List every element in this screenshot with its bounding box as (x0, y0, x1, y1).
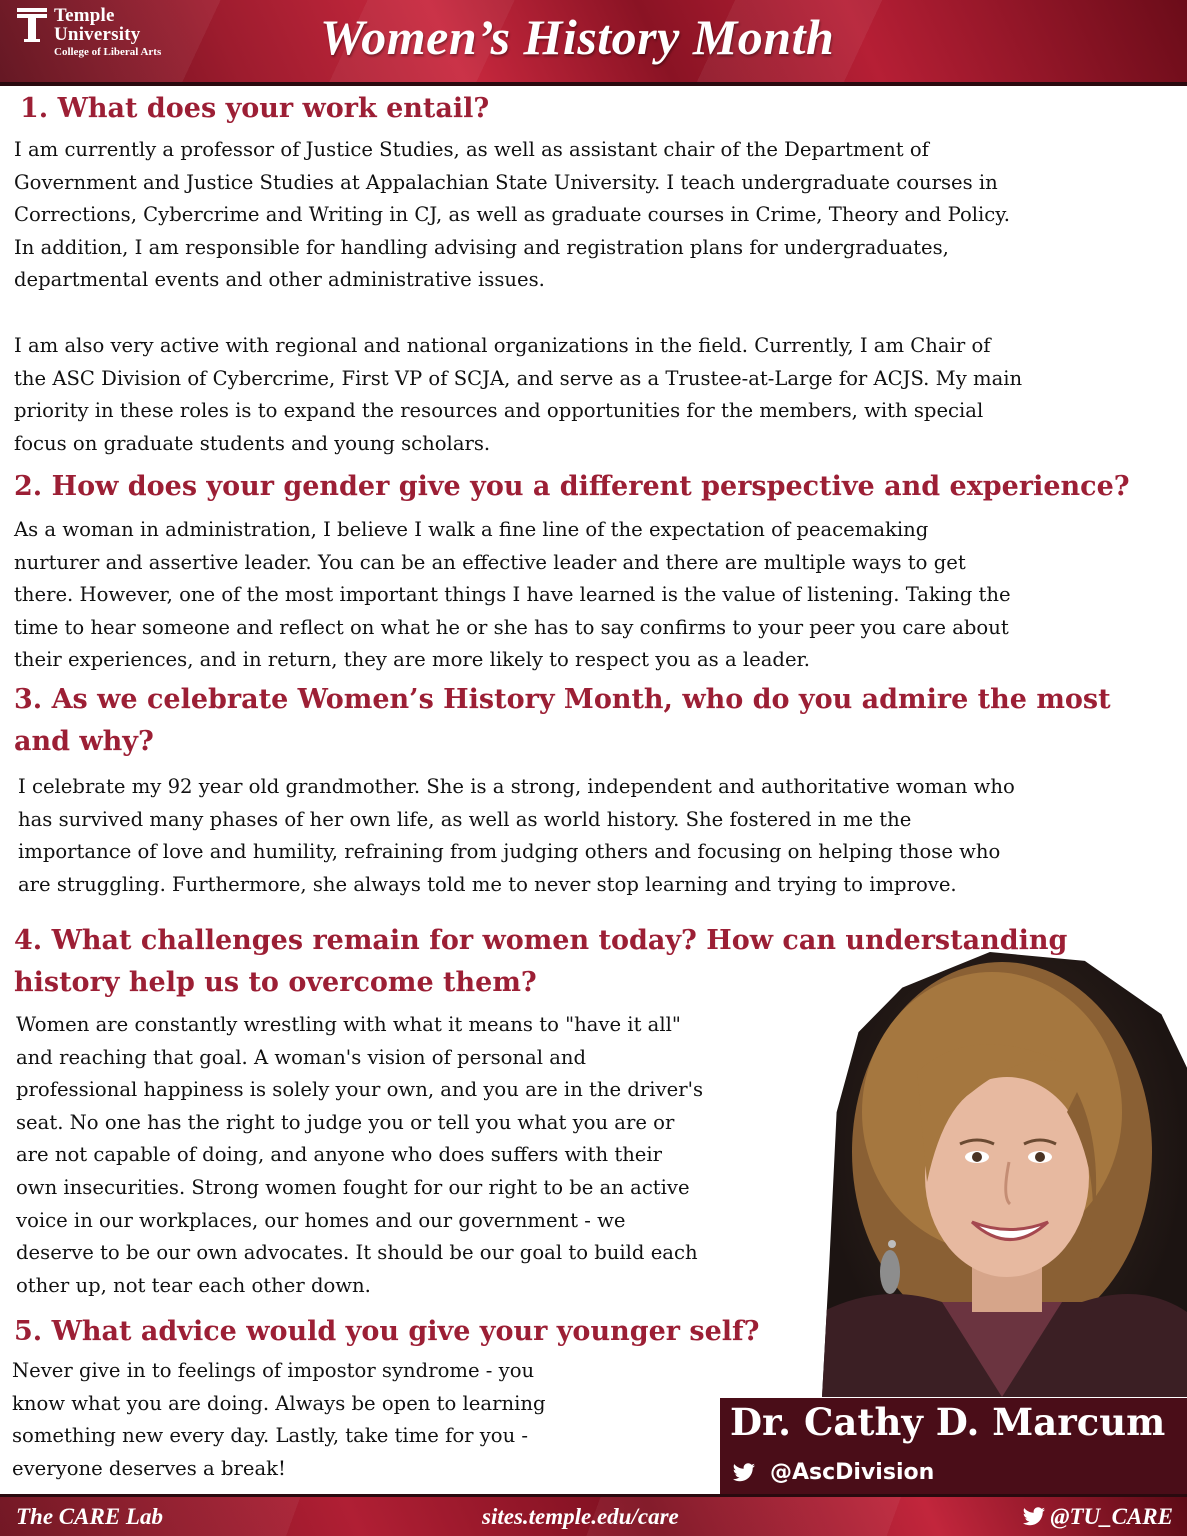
text-line: seat. No one has the right to judge you or tell you what you are or (16, 1110, 675, 1134)
profile-handle-link[interactable] (732, 1460, 934, 1485)
text-line: Government and Justice Studies at Appalachian State University. I teach undergraduate courses in (14, 170, 998, 194)
text-line: importance of love and humility, refraining from judging others and focusing on helping those who (18, 840, 1001, 864)
question-2-heading: 2. How does your gender give you a different perspective and experience? (14, 471, 1130, 502)
twitter-bird-icon (1022, 1507, 1046, 1527)
text-line: In addition, I am responsible for handling advising and registration plans for undergraduates, (14, 235, 949, 259)
heading-line: history help us to overcome them? (14, 967, 537, 998)
temple-logo[interactable] (16, 6, 161, 58)
text-line: are struggling. Furthermore, she always told me to never stop learning and trying to improve. (18, 872, 957, 896)
text-line: I am also very active with regional and national organizations in the field. Currently, I am Chair of (14, 334, 991, 357)
footer-twitter-handle: @TU_CARE (1050, 1504, 1173, 1529)
text-line: something new every day. Lastly, take time for you - (12, 1424, 529, 1448)
header-banner (0, 0, 1187, 86)
text-line: Never give in to feelings of impostor syndrome - you (12, 1359, 535, 1382)
text-line: know what you are doing. Always be open to learning (12, 1391, 546, 1415)
text-line: own insecurities. Strong women fought for our right to be an active (16, 1175, 690, 1199)
heading-line: 3. As we celebrate Women’s History Month, who do you admire the most (14, 684, 1111, 715)
temple-t-icon (16, 6, 48, 44)
heading-line: and why? (14, 726, 154, 757)
text-line: Corrections, Cybercrime and Writing in CJ, as well as graduate courses in Crime, Theory and Policy. (14, 203, 1010, 227)
text-line: priority in these roles is to expand the resources and opportunities for the members, with special (14, 399, 984, 423)
footer-banner (0, 1494, 1187, 1536)
answer-1-paragraph-2 (14, 330, 1022, 460)
text-line: everyone deserves a break! (12, 1456, 286, 1480)
logo-text-temple: Temple (54, 5, 115, 26)
question-3-heading (14, 679, 1111, 763)
text-line: nurturer and assertive leader. You can be an effective leader and there are multiple ways to get (14, 550, 966, 574)
question-5-heading: 5. What advice would you give your younger self? (14, 1316, 760, 1347)
footer-lab-name: The CARE Lab (16, 1504, 163, 1529)
answer-2 (14, 514, 1011, 677)
text-line: I celebrate my 92 year old grandmother. She is a strong, independent and authoritative woman who (18, 775, 1015, 798)
profile-name: Dr. Cathy D. Marcum (730, 1400, 1166, 1444)
text-line: voice in our workplaces, our homes and our government - we (16, 1208, 626, 1232)
question-1-heading: 1. What does your work entail? (20, 93, 490, 124)
profile-handle-text: @AscDivision (770, 1460, 935, 1485)
answer-1-paragraph-1 (14, 134, 1010, 297)
name-plate (720, 1398, 1187, 1494)
twitter-bird-icon (732, 1463, 756, 1483)
footer-website-link[interactable]: sites.temple.edu/care (482, 1504, 679, 1529)
text-line: departmental events and other administrative issues. (14, 268, 545, 292)
text-line: I am currently a professor of Justice Studies, as well as assistant chair of the Department of (14, 138, 929, 161)
page-title: Women’s History Month (320, 9, 835, 65)
answer-5 (12, 1355, 546, 1485)
text-line: has survived many phases of her own life, as well as world history. She fostered in me the (18, 807, 912, 831)
answer-4 (16, 1009, 703, 1302)
text-line: As a woman in administration, I believe I walk a fine line of the expectation of peacemaking (14, 518, 929, 541)
logo-text-college: College of Liberal Arts (54, 46, 162, 58)
text-line: Women are constantly wrestling with what it means to "have it all" (16, 1013, 681, 1036)
text-line: the ASC Division of Cybercrime, First VP of SCJA, and serve as a Trustee-at-Large for ACJS. My main (14, 366, 1023, 390)
text-line: and reaching that goal. A woman's vision of personal and (16, 1045, 587, 1069)
logo-text-university: University (54, 24, 141, 45)
text-line: focus on graduate students and young scholars. (14, 431, 491, 455)
answer-3 (18, 771, 1015, 901)
text-line: their experiences, and in return, they are more likely to respect you as a leader. (14, 648, 810, 672)
text-line: professional happiness is solely your own, and you are in the driver's (16, 1078, 704, 1102)
footer-twitter-link[interactable] (1022, 1504, 1173, 1530)
text-line: time to hear someone and reflect on what he or she has to say confirms to your peer you care about (14, 615, 1009, 639)
text-line: other up, not tear each other down. (16, 1273, 371, 1297)
text-line: are not capable of doing, and anyone who does suffers with their (16, 1143, 663, 1167)
text-line: there. However, one of the most important things I have learned is the value of listening. Taking the (14, 583, 1011, 607)
heading-line: 4. What challenges remain for women today? How can understanding (14, 925, 1068, 956)
profile-photo (822, 952, 1187, 1397)
text-line: deserve to be our own advocates. It should be our goal to build each (16, 1241, 698, 1265)
